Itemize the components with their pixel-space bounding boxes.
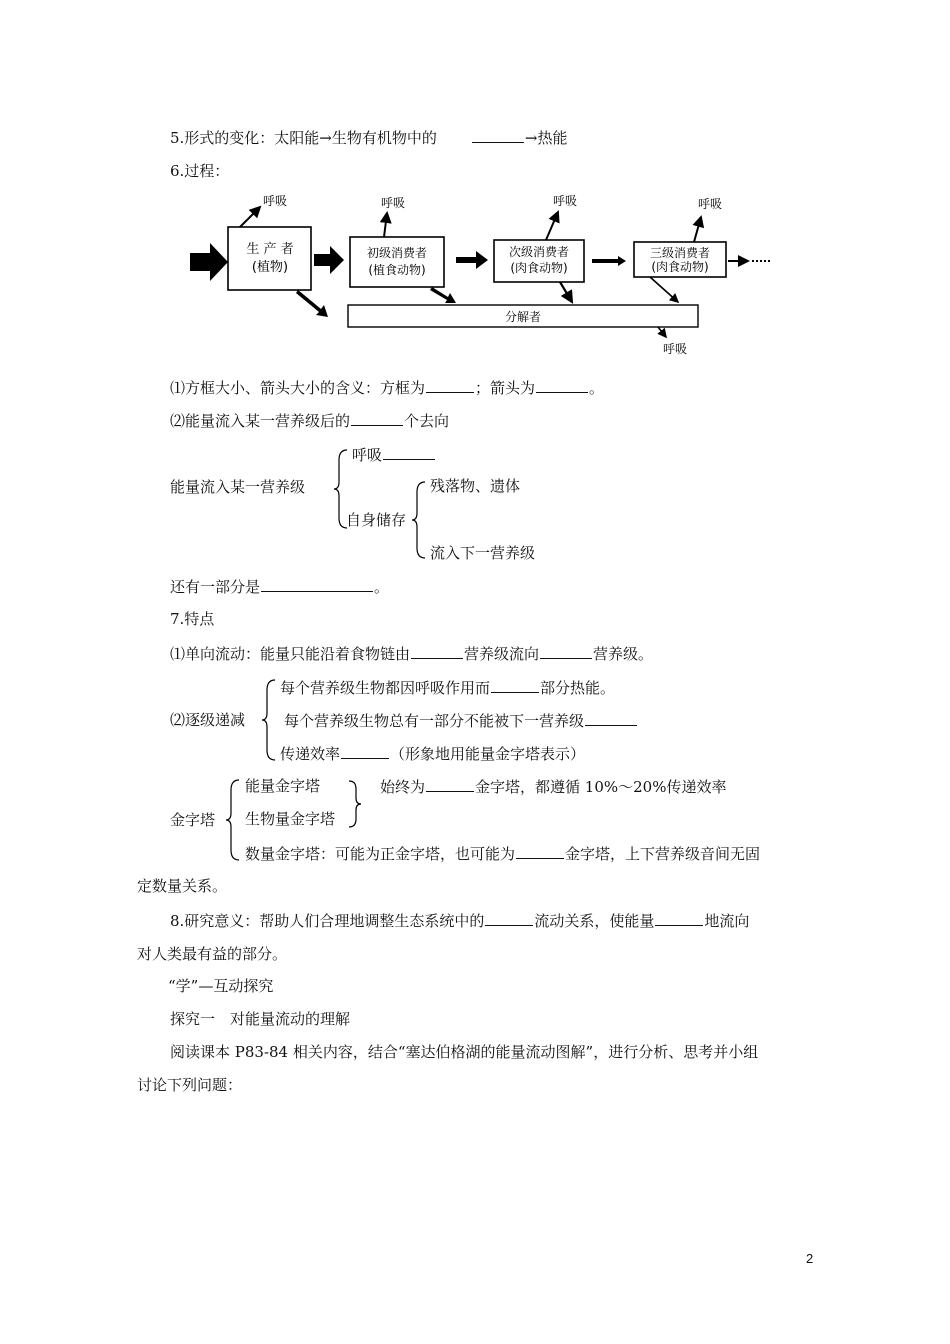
sec8-l1a: 8.研究意义：帮助人们合理地调整生态系统中的	[170, 912, 485, 930]
rest-line	[170, 576, 389, 597]
respiration-label: 呼吸	[380, 196, 406, 210]
respiration-label: 呼吸	[662, 342, 688, 356]
blank	[341, 743, 389, 759]
respiration-arrow	[240, 207, 260, 227]
q1-text-c: 。	[589, 379, 605, 397]
flow-root: 能量流入某一营养级	[170, 478, 306, 496]
flow-litter: 残落物、遗体	[430, 477, 521, 495]
producer-line2: (植物)	[251, 260, 289, 275]
question-2	[170, 410, 449, 431]
decomposer-arrow	[560, 282, 572, 302]
pyramid-label: 金字塔	[170, 811, 216, 829]
respiration-label: 呼吸	[697, 197, 723, 211]
primary-consumer-box	[350, 237, 444, 287]
respiration-arrow	[384, 213, 387, 237]
blank	[516, 843, 564, 859]
decline-l1a: 每个营养级生物都因呼吸作用而	[280, 679, 491, 697]
blank	[540, 643, 592, 659]
brace	[226, 778, 240, 862]
decline-l2a: 每个营养级生物总有一部分不能被下一营养级	[284, 712, 585, 730]
producer-box	[228, 227, 311, 290]
secondary-line1: 次级消费者	[508, 245, 570, 259]
closing-brace	[348, 779, 362, 829]
decline-line-3	[280, 743, 585, 764]
blank	[411, 643, 463, 659]
flow-resp	[352, 444, 436, 465]
blank	[351, 410, 403, 426]
read-line-2: 讨论下列问题：	[137, 1076, 243, 1094]
section-5-after: →热能	[524, 129, 568, 147]
section-8-line-1	[170, 910, 749, 931]
pyramid-always-a: 始终为	[380, 778, 426, 796]
tertiary-line2: (肉食动物)	[651, 260, 709, 274]
blank	[485, 910, 533, 926]
decomposer-arrow	[430, 287, 456, 303]
decomposer-arrow	[650, 277, 678, 302]
primary-line2: (植食动物)	[368, 263, 426, 277]
rest-text-b: 。	[374, 578, 390, 596]
decomposer-arrow	[296, 290, 328, 317]
pyramid-always-b: 金字塔，都遵循 10%～20%传递效率	[475, 778, 727, 796]
pyramid-number	[245, 843, 760, 864]
pyramid-energy: 能量金字塔	[245, 777, 321, 795]
blank	[491, 677, 539, 693]
respiration-label: 呼吸	[552, 194, 578, 208]
blank	[426, 776, 474, 792]
brace	[262, 678, 276, 762]
q1-text-b: ；箭头为	[475, 379, 536, 397]
input-arrow	[190, 243, 228, 281]
read-line-1: 阅读课本 P83-84 相关内容，结合“塞达伯格湖的能量流动图解”，进行分析、思考并小组	[170, 1043, 759, 1061]
section-6-label: 6.过程：	[170, 162, 230, 180]
blank	[426, 377, 474, 393]
sec8-l1c: 地流向	[704, 912, 750, 930]
pyramid-number-a: 数量金字塔：可能为正金字塔，也可能为	[245, 845, 516, 863]
flow-self: 自身储存	[346, 511, 407, 529]
section-5-label: 5.形式的变化：太阳能→生物有机物中的	[170, 129, 437, 147]
sec8-l1b: 流动关系，使能量	[534, 912, 655, 930]
section-7-label: 7.特点	[170, 610, 215, 628]
respiration-arrow	[658, 327, 666, 337]
section-5-line	[170, 127, 567, 148]
decline-l3b: （形象地用能量金字塔表示）	[390, 745, 586, 763]
tertiary-line1: 三级消费者	[649, 246, 711, 260]
one-way-text-b: 营养级流向	[464, 645, 540, 663]
question-1	[170, 377, 604, 398]
producer-line1: 生 产 者	[246, 242, 294, 257]
flow-next: 流入下一营养级	[430, 544, 536, 562]
q1-text-a: ⑴方框大小、箭头大小的含义：方框为	[170, 379, 426, 397]
one-way-text-a: ⑴单向流动：能量只能沿着食物链由	[170, 645, 411, 663]
one-way-text-c: 营养级。	[593, 645, 654, 663]
section-8-line-2: 对人类最有益的部分。	[137, 945, 288, 963]
decline-l3a: 传递效率	[280, 745, 341, 763]
decomposer-label: 分解者	[504, 310, 542, 324]
respiration-label: 呼吸	[262, 194, 288, 208]
one-way-line	[170, 643, 653, 664]
pyramid-number-b: 金字塔，上下营养级音间无固	[565, 845, 761, 863]
explore-heading: 探究一 对能量流动的理解	[170, 1010, 351, 1028]
pyramid-always	[380, 776, 726, 797]
blank	[655, 910, 703, 926]
blank	[536, 377, 588, 393]
q2-text-b: 个去向	[404, 412, 450, 430]
decline-line-2	[284, 710, 638, 731]
blank	[261, 576, 373, 592]
xue-heading: “学”—互动探究	[168, 977, 274, 995]
pyramid-number-cont: 定数量关系。	[137, 877, 228, 895]
pyramid-biomass: 生物量金字塔	[245, 810, 336, 828]
blank	[472, 127, 524, 143]
primary-line1: 初级消费者	[366, 246, 428, 260]
rest-text-a: 还有一部分是	[170, 578, 261, 596]
decline-line-1	[280, 677, 615, 698]
flow-arrow	[592, 256, 626, 266]
decline-l1b: 部分热能。	[540, 679, 616, 697]
blank	[585, 710, 637, 726]
flow-arrow	[456, 251, 488, 269]
decline-label: ⑵逐级递减	[170, 711, 246, 729]
respiration-arrow	[694, 217, 701, 242]
respiration-arrow	[546, 212, 558, 240]
page-number: 2	[806, 1251, 814, 1266]
flow-resp-label: 呼吸	[352, 446, 383, 464]
energy-flow-diagram	[180, 185, 780, 360]
flow-arrow	[314, 246, 344, 274]
secondary-line2: (肉食动物)	[510, 261, 568, 275]
q2-text-a: ⑵能量流入某一营养级后的	[170, 412, 351, 430]
brace	[412, 480, 426, 560]
blank	[383, 444, 435, 460]
